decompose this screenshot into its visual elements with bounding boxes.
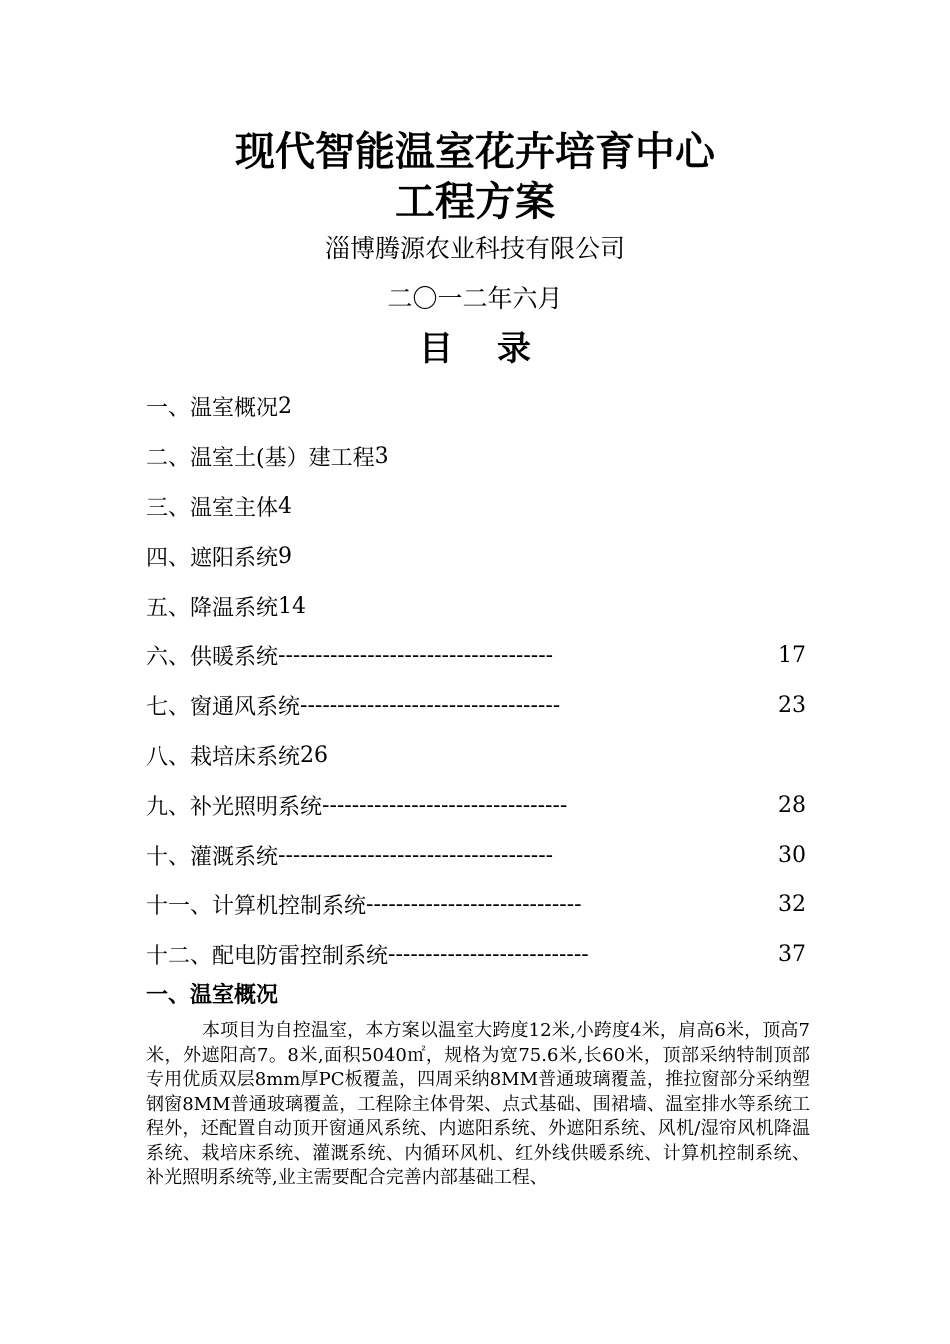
toc-item-page: 26 (300, 742, 329, 768)
toc-item-label: 十、灌溉系统 (146, 844, 279, 870)
toc-item[interactable] (146, 482, 806, 532)
toc-heading (0, 329, 950, 369)
toc-item-page: 14 (278, 593, 307, 619)
document-title: 现代智能温室花卉培育中心 (235, 129, 715, 175)
toc-item[interactable] (146, 830, 806, 880)
toc-item-label: 四、遮阳系统 (146, 545, 279, 571)
toc-item[interactable] (146, 930, 806, 980)
toc-item-page: 30 (778, 842, 806, 868)
toc-leader: ------------------------------------- (278, 842, 554, 868)
document-title-line2: 工程方案 (395, 179, 555, 225)
toc-item[interactable] (146, 631, 806, 681)
toc-item[interactable] (146, 681, 806, 731)
section-heading: 一、温室概况 (146, 983, 279, 1008)
toc-item-page: 3 (374, 444, 389, 470)
toc-item-label: 十二、配电防雷控制系统 (146, 944, 389, 970)
toc-item-label: 七、窗通风系统 (146, 695, 301, 721)
document-date: 二〇一二年六月 (387, 284, 563, 313)
toc-item-label: 三、温室主体 (146, 495, 279, 521)
table-of-contents (146, 382, 806, 980)
toc-item-page: 28 (778, 792, 806, 818)
toc-item-label: 二、温室土(基）建工程 (146, 446, 375, 472)
toc-item[interactable] (146, 382, 806, 432)
toc-item[interactable] (146, 780, 806, 830)
toc-leader: ----------------------------------- (300, 693, 561, 719)
toc-heading-char-1: 目 (419, 329, 453, 369)
toc-item-label: 一、温室概况 (146, 396, 279, 422)
toc-item-page: 37 (778, 942, 806, 968)
toc-item-label: 八、栽培床系统 (146, 744, 301, 770)
toc-item[interactable] (146, 880, 806, 930)
toc-item-page: 17 (778, 643, 806, 669)
company-name: 淄博腾源农业科技有限公司 (324, 234, 625, 263)
toc-item[interactable] (146, 581, 806, 631)
toc-item-page: 2 (278, 394, 293, 420)
section-paragraph: 本项目为自控温室，本方案以温室大跨度12米,小跨度4米，肩高6米，顶高7米，外遮阳高7。8米,面积5040㎡，规格为宽75.6米,长60米，顶部采纳特制顶部专用优质双层8mm厚PC板覆盖，四周采纳8MM普通玻璃覆盖，推拉窗部分采纳塑钢窗8MM普通玻璃覆盖，工程除主体骨架、点式基础、围裙墙、温室排水等系统工程外，还配置自动顶开窗通风系统、内遮阳系统、外遮阳系统、风机/湿帘风机降温系统、栽培床系统、灌溉系统、内循环风机、红外线供暖系统、计算机控制系统、补光照明系统等,业主需要配合完善内部基础工程、 (146, 1020, 810, 1188)
toc-item-label: 十一、计算机控制系统 (146, 894, 367, 920)
toc-leader: --------------------------------- (322, 792, 568, 818)
toc-item[interactable] (146, 731, 806, 781)
toc-item-page: 4 (278, 493, 293, 519)
toc-leader: ------------------------------------- (278, 643, 554, 669)
toc-item-page: 32 (778, 892, 806, 918)
toc-heading-char-2: 录 (497, 329, 531, 369)
toc-leader: ----------------------------- (366, 892, 582, 918)
toc-item-label: 五、降温系统 (146, 595, 279, 621)
toc-item[interactable] (146, 531, 806, 581)
toc-item[interactable] (146, 432, 806, 482)
toc-item-label: 六、供暖系统 (146, 645, 279, 671)
toc-leader: --------------------------- (388, 942, 589, 968)
toc-item-page: 9 (278, 543, 293, 569)
toc-item-page: 23 (778, 693, 806, 719)
toc-item-label: 九、补光照明系统 (146, 794, 323, 820)
